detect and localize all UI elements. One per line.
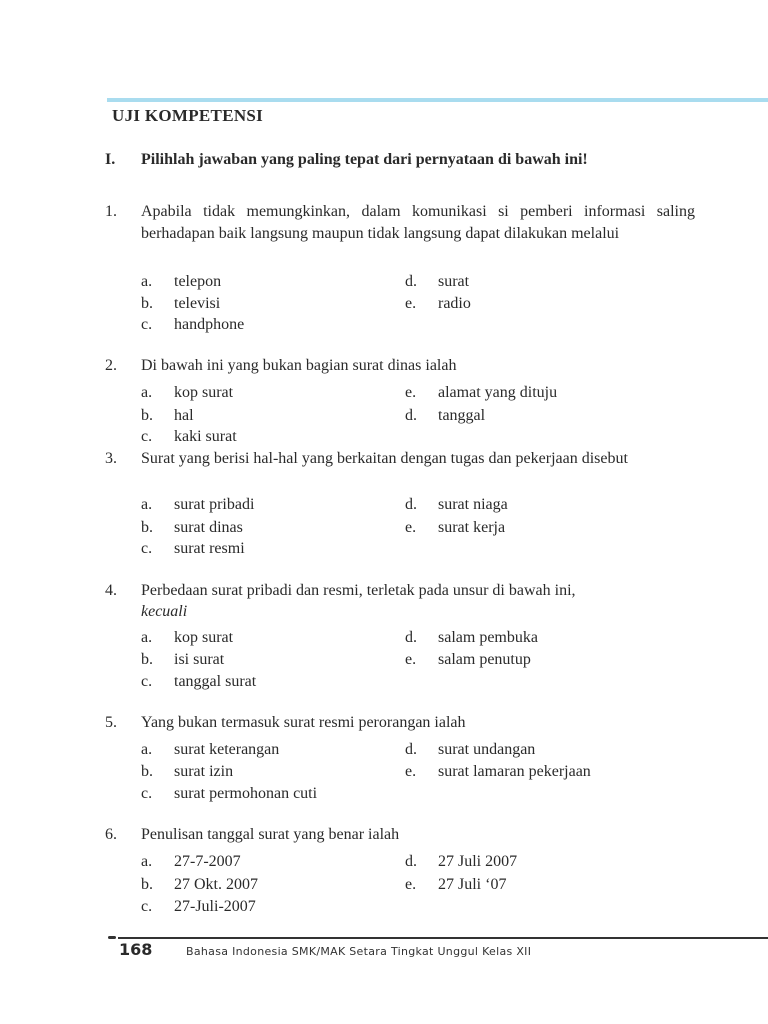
question-text: Yang bukan termasuk surat resmi perorangan ialah	[141, 714, 466, 731]
question-number: 3.	[105, 450, 117, 467]
question-number: 5.	[105, 714, 117, 731]
question-text-emphasis: kecuali	[141, 603, 188, 620]
section-number: I.	[105, 151, 116, 168]
page-number: 168	[119, 940, 153, 959]
question-text: Surat yang berisi hal-hal yang berkaitan dengan tugas dan pekerjaan disebut	[141, 450, 628, 467]
question-5	[105, 712, 695, 733]
question-number: 1.	[105, 203, 117, 220]
question-text	[141, 580, 695, 622]
question-2	[105, 355, 695, 376]
question-text-main: Perbedaan surat pribadi dan resmi, terletak pada unsur di bawah ini,	[141, 582, 576, 599]
question-number: 2.	[105, 357, 117, 374]
footer-dash	[108, 936, 116, 939]
question-text: Penulisan tanggal surat yang benar ialah	[141, 826, 400, 843]
question-4	[105, 580, 695, 622]
question-3	[105, 448, 695, 469]
page-title: UJI KOMPETENSI	[112, 106, 264, 125]
question-number: 4.	[105, 582, 117, 599]
question-text: Di bawah ini yang bukan bagian surat dinas ialah	[141, 357, 457, 374]
question-6	[105, 824, 695, 845]
question-1	[105, 201, 695, 245]
question-text: Apabila tidak memungkinkan, dalam komunikasi si pemberi informasi saling berhadapan baik langsung maupun tidak langsung dapat dilakukan melalui	[141, 203, 695, 242]
question-number: 6.	[105, 826, 117, 843]
book-title: Bahasa Indonesia SMK/MAK Setara Tingkat Unggul Kelas XII	[186, 945, 532, 958]
section-text: Pilihlah jawaban yang paling tepat dari pernyataan di bawah ini!	[141, 151, 588, 168]
footer-rule	[118, 937, 768, 939]
header-rule	[107, 98, 768, 102]
